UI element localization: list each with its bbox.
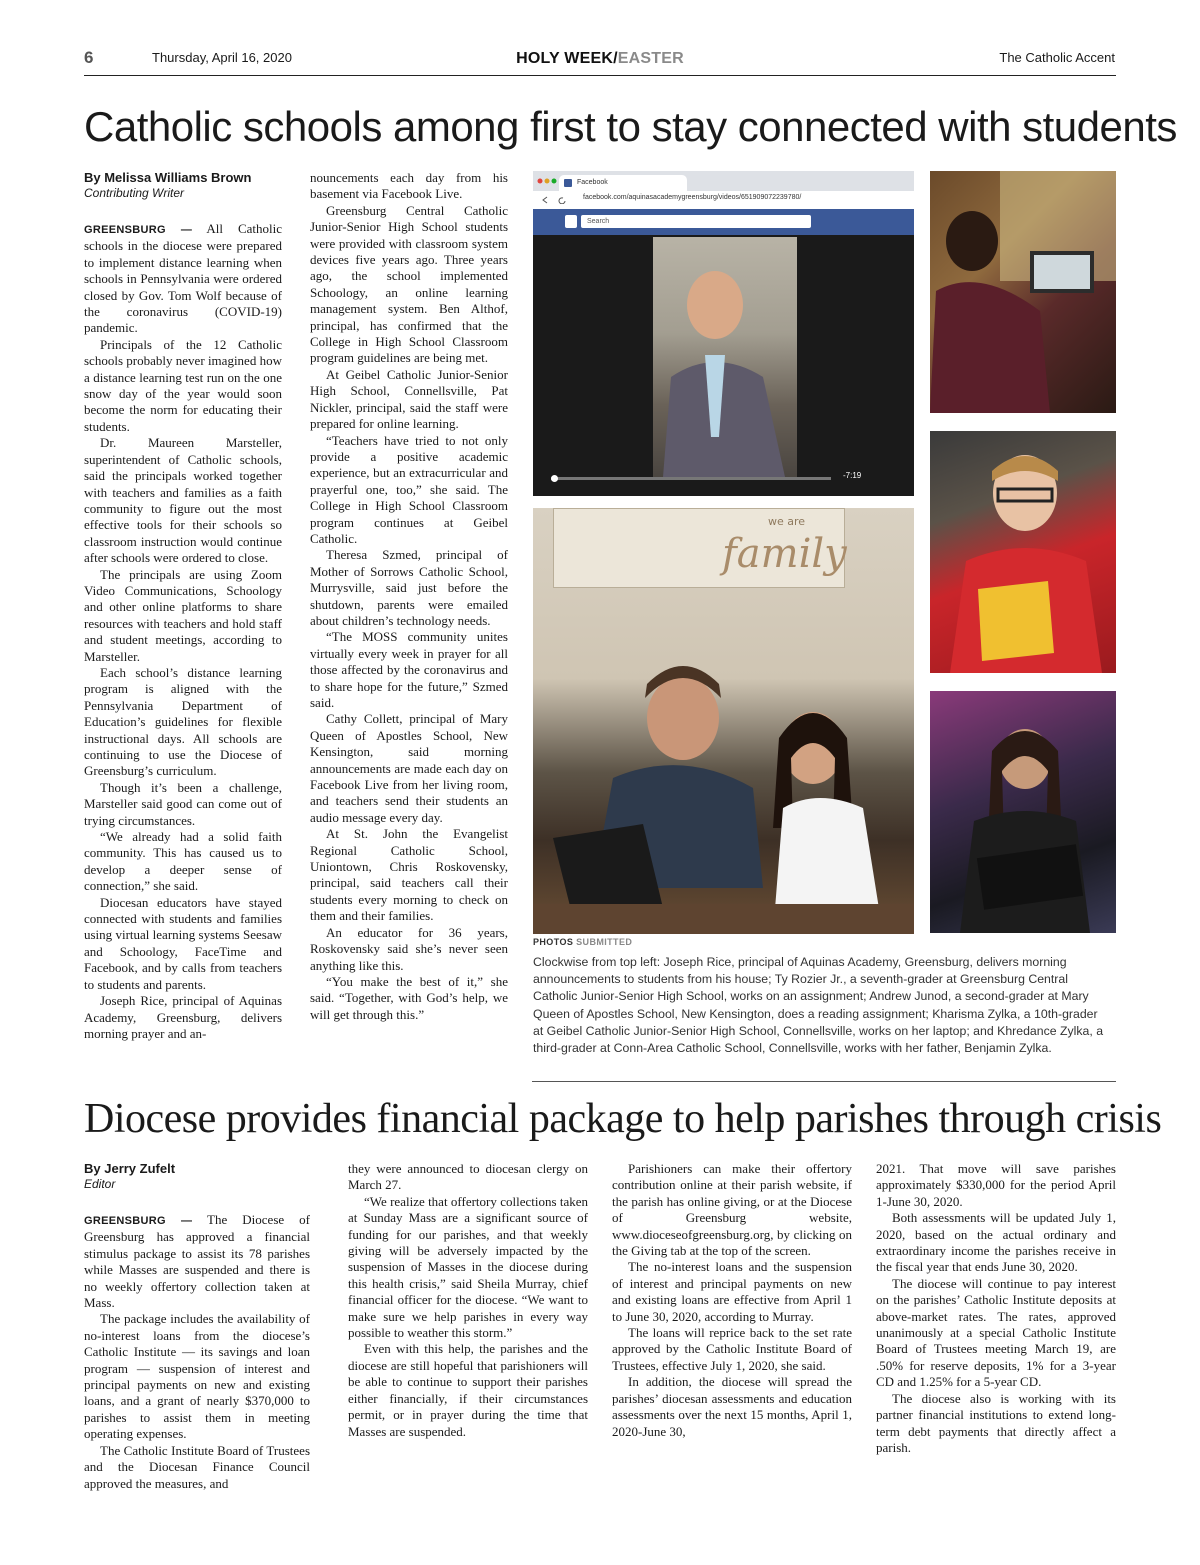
article-1-paragraph: nouncements each day from his basement via Facebook Live. [310,170,508,202]
girl-with-laptop-icon [930,691,1116,933]
student-at-laptop-icon [930,171,1116,413]
article-2-author-role: Editor [84,1177,116,1191]
article-1-paragraph: “The MOSS community unites virtually every week in prayer for all those affected by the coronavirus and to share hope for the future,” Szmed said. [310,629,508,710]
article-1-paragraph: At St. John the Evangelist Regional Catholic School, Uniontown, Chris Roskovensky, principal, said teachers call their students every morning to check on them and their families. [310,826,508,924]
article-1-paragraph: Diocesan educators have stayed connected with students and families using virtual learning systems Seesaw and Schoology, FaceTime and Facebook, and by calls from teachers to students and parents. [84,894,282,992]
facebook-logo-icon [565,215,577,228]
facebook-top-bar [533,209,914,235]
publication-name: The Catholic Accent [999,50,1115,65]
article-2-column-2 [348,1161,588,1440]
article-1-paragraph: Joseph Rice, principal of Aquinas Academy, Greensburg, delivers morning prayer and an- [84,993,282,1041]
article-2-headline: Diocese provides financial package to help parishes through crisis [84,1096,1162,1142]
article-1-paragraph [84,221,282,337]
photo-credit [533,937,632,947]
article-2-column-1 [84,1161,310,1492]
header-rule [84,75,1116,76]
family-sign-word: family [722,531,847,577]
article-1-paragraph: At Geibel Catholic Junior-Senior High School, Connellsville, Pat Nickler, principal, said the staff were prepared for online learning. [310,366,508,432]
article-2-paragraph: “We realize that offertory collections taken at Sunday Mass are a significant source of funding for our parishes, and that weekly giving will be adversely impacted by the suspension of Masses in the diocese during this health crisis,” said Sheila Murray, chief financial officer for the diocese. “We want to make sure we help parishes in every way possible to weather this storm.” [348,1193,588,1341]
article-1-paragraph: The principals are using Zoom Video Communications, Schoology and other online platforms to share resources with teachers and hold staff and student meetings, according to Marsteller. [84,566,282,664]
article-2-dateline: GREENSBURG — [84,1215,193,1227]
article-1-headline: Catholic schools among first to stay connected with students [84,103,1177,150]
article-divider [532,1081,1116,1082]
article-2-paragraph: The package includes the availability of no-interest loans from the diocese’s Catholic Institute — its savings and loan program — suspension of interest and principal payments on new and existing loans, and a grant of nearly $370,000 to parishes to assist them in meeting operating expenses. [84,1311,310,1442]
paragraph-text: All Catholic schools in the diocese were prepared to implement distance learning when schools in Pennsylvania were ordered closed by Gov. Tom Wolf because of the coronavirus (COVID-19) pandemic. [84,221,282,336]
article-1-paragraph: “Teachers have tried to not only provide a positive academic experience, but an extracurricular and prayerful one, too,” she said. The College in High School Classroom program continues at Geibel Catholic. [310,432,508,546]
article-2-column-4 [876,1161,1116,1456]
section-secondary: EASTER [617,50,684,67]
article-1-paragraph: Theresa Szmed, principal of Mother of Sorrows Catholic School, Murrysville, said just before the shutdown, parents were emailed about children’s technology needs. [310,547,508,628]
man-silhouette-icon [653,237,797,477]
photo-credit-source: SUBMITTED [576,937,633,947]
article-1-paragraph: Cathy Collett, principal of Mary Queen of Apostles School, New Kensington, said morning announcements are made each day on Facebook Live from her living room, and teachers send their students an audio message every day. [310,711,508,825]
student-laptop-photo [930,171,1116,413]
article-1-column-1 [84,170,282,1042]
facebook-live-video-photo [533,171,914,496]
browser-url-bar [533,191,914,210]
navigation-arrows-icon [541,196,571,204]
article-1-paragraph: Dr. Maureen Marsteller, superintendent of Catholic schools, said the principals worked together with teachers and families as a faith community to figure out the most effective tools for their schools so classroom instruction would continue after schools were ordered to close. [84,435,282,566]
article-1-paragraph: “We already had a solid faith community. This has caused us to develop a deeper sense of connection,” she said. [84,829,282,894]
article-2-paragraph: Even with this help, the parishes and the diocese are still hopeful that parishioners will be able to continue to support their parishes either financially, if their circumstances permit, or in prayer during the time that Masses are suspended. [348,1341,588,1439]
video-scrubber-handle [551,475,558,482]
article-2-paragraph: Both assessments will be updated July 1, 2020, based on the actual ordinary and extraordinary income the parishes receive in the fiscal year that ends June 30, 2020. [876,1210,1116,1275]
facebook-favicon-icon [564,179,572,187]
father-and-daughter-at-laptop-icon [533,508,914,934]
photo-credit-label: PHOTOS [533,937,574,947]
article-2-paragraph: Parishioners can make their offertory contribution online at their parish website, if the parish has online giving, or at the Diocese of Greensburg website, www.dioceseofgreensburg.org, by clicking on the Giving tab at the top of the screen. [612,1161,852,1259]
article-1-paragraph: “You make the best of it,” she said. “Together, with God’s help, we will get through this.” [310,973,508,1022]
window-controls-icon [537,177,557,185]
boy-reading-book-icon [930,431,1116,673]
article-2-paragraph: 2021. That move will save parishes approximately $330,000 for the period April 1-June 30, 2020. [876,1161,1116,1209]
browser-url: facebook.com/aquinasacademygreensburg/videos/651909072239780/ [583,194,802,201]
article-2-paragraph: The loans will reprice back to the set rate approved by the Catholic Institute Board of Trustees, effective July 1, 2020, she said. [612,1325,852,1373]
father-daughter-photo [533,508,914,934]
article-1-paragraph: Though it’s been a challenge, Marsteller said good can come out of trying circumstances. [84,779,282,828]
article-2-paragraph: The Catholic Institute Board of Trustees and the Diocesan Finance Council approved the measures, and [84,1442,310,1491]
article-1-paragraph: Each school’s distance learning program is aligned with the Pennsylvania Department of Education’s guidelines for flexible instructional days. All schools are continuing to use the Diocese of Greensburg’s curriculum. [84,664,282,779]
issue-date: Thursday, April 16, 2020 [152,50,292,65]
section-primary: HOLY WEEK/ [516,50,618,67]
article-2-paragraph: they were announced to diocesan clergy on March 27. [348,1161,588,1193]
video-frame-principal [653,237,797,477]
student-laptop-girl-photo [930,691,1116,933]
browser-tab-title: Facebook [577,179,608,186]
video-progress-bar [551,477,831,480]
article-2-paragraph: The diocese also is working with its partner financial institutions to extend long-term debt payments that directly affect a parish. [876,1390,1116,1455]
article-1-column-2 [310,170,508,1023]
photo-caption: Clockwise from top left: Joseph Rice, principal of Aquinas Academy, Greensburg, delivers morning announcements to students from his house; Ty Rozier Jr., a seventh-grader at Greensburg Central Catholic Junior-Senior High School, works on an assignment; Andrew Junod, a second-grader at Mary Queen of Apostles School, New Kensington, does a reading assignment; Kharisma Zylka, a 10th-grader at Geibel Catholic Junior-Senior High School, Connellsville, works on her laptop; and Khredance Zylka, a third-grader at Conn-Area Catholic School, Connellsville, works with her father, Benjamin Zylka. [533,955,1104,1056]
browser-tab-bar [533,171,914,191]
article-1-paragraph: Principals of the 12 Catholic schools probably never imagined how a distance learning test run on the one snow day of the year would soon become the norm for educating their students. [84,336,282,434]
page-number: 6 [84,48,94,67]
article-1-paragraph: Greensburg Central Catholic Junior-Senior High School students were provided with classroom system devices five years ago. Three years ago, the school implemented Schoology, an online learning management system. Ben Althof, principal, has confirmed that the College in High School Classroom program guidelines are being met. [310,202,508,366]
article-2-paragraph [84,1212,310,1311]
article-1-dateline: GREENSBURG — [84,224,193,236]
article-1-byline: By Melissa Williams Brown [84,170,252,185]
article-2-paragraph: The no-interest loans and the suspension of interest and principal payments on new and existing loans are effective from April 1 to June 30, 2020, according to Murray. [612,1259,852,1324]
article-2-paragraph: In addition, the diocese will spread the parishes’ diocesan assessments and education assessments over the next 15 months, April 1, 2020-June 30, [612,1374,852,1439]
video-time-remaining: -7:19 [843,471,862,480]
article-1-paragraph: An educator for 36 years, Roskovensky said she’s never seen anything like this. [310,924,508,973]
browser-tab [559,175,687,191]
article-2-column-3 [612,1161,852,1440]
student-reading-photo [930,431,1116,673]
family-sign-we-are: we are [768,515,806,528]
article-1-author-role: Contributing Writer [84,186,185,200]
facebook-search-bar: Search [581,215,811,228]
article-2-paragraph: The diocese will continue to pay interest on the parishes’ Catholic Institute deposits at above-market rates. The rates, approved unanimously at a special Catholic Institute Board of Trustees meeting March 19, are .50% for reserve deposits, 1% for a 3-year CD and 1.25% for a 5-year CD. [876,1275,1116,1390]
article-2-byline: By Jerry Zufelt [84,1161,176,1176]
paragraph-text: The Diocese of Greensburg has approved a financial stimulus package to assist its 78 parishes while Masses are suspended and there is no weekly offertory collection taken at Mass. [84,1212,310,1311]
